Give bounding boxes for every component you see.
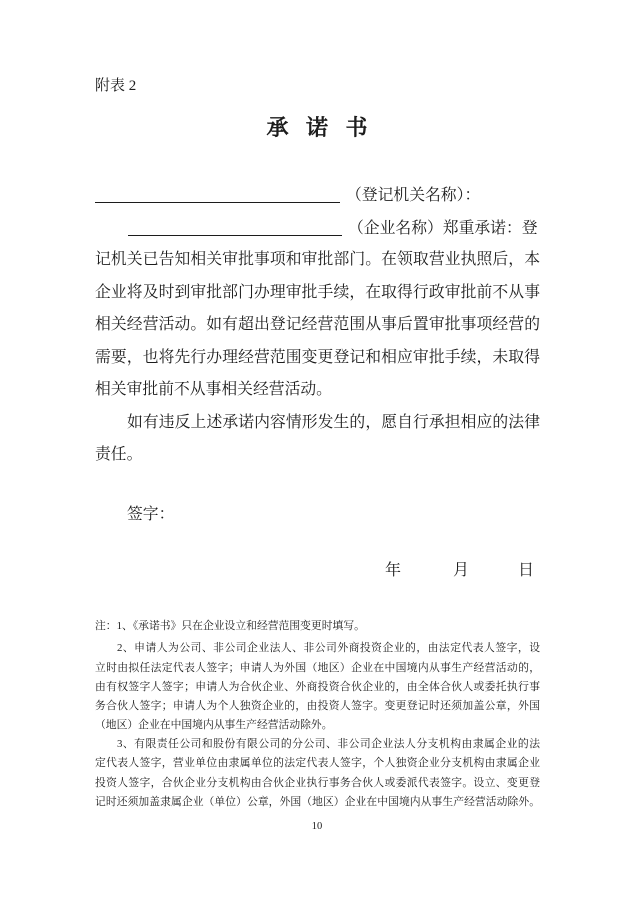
body-line: 企业将及时到审批部门办理审批手续，在取得行政审批前不从事	[95, 284, 540, 301]
body-line: 需要，也将先行办理经营范围变更登记和相应审批手续，未取得	[95, 349, 540, 366]
liability-line: 如有违反上述承诺内容情形发生的，愿自行承担相应的法律	[127, 414, 540, 431]
registration-authority-blank	[95, 185, 340, 203]
note-line: 投资人签字，合伙企业分支机构由合伙企业执行事务合伙人或委派代表签字。设立、变更登	[95, 777, 540, 789]
date-line	[95, 561, 540, 581]
note-line: 2、申请人为公司、非公司企业法人、非公司外商投资企业的，由法定代表人签字，设	[117, 642, 540, 654]
date-day-label: 日	[518, 562, 535, 579]
liability-line: 责任。	[95, 446, 143, 463]
note-line: （地区）企业在中国境内从事生产经营活动除外。	[95, 719, 333, 731]
signature-label: 签字：	[127, 506, 175, 523]
appendix-label: 附表 2	[95, 78, 137, 94]
body-line: 相关审批前不从事相关经营活动。	[95, 381, 332, 398]
registration-authority-label: （登记机关名称）：	[346, 187, 481, 204]
body-line: 记机关已告知相关审批事项和审批部门。在领取营业执照后，本	[95, 251, 540, 268]
note-line: 3、有限责任公司和股份有限公司的分公司、非公司企业法人分支机构由隶属企业的法	[117, 738, 540, 750]
body-line: 相关经营活动。如有超出登记经营范围从事后置审批事项经营的	[95, 316, 540, 333]
note-line: 注：1、《承诺书》只在企业设立和经营范围变更时填写。	[95, 620, 365, 632]
company-name-blank	[128, 218, 342, 236]
date-month-label: 月	[453, 562, 470, 579]
registration-authority-line	[95, 185, 540, 207]
page-title: 承 诺 书	[266, 115, 368, 140]
date-year-label: 年	[385, 562, 402, 579]
note-line: 立时由拟任法定代表人签字；申请人为外国（地区）企业在中国境内从事生产经营活动的，	[95, 662, 540, 674]
note-line: 务合伙人签字；申请人为个人独资企业的，由投资人签字。变更登记时还须加盖公章，外国	[95, 700, 540, 712]
company-name-label: （企业名称）郑重承诺：登	[348, 220, 538, 237]
note-line: 由有权签字人签字；申请人为合伙企业、外商投资合伙企业的，由全体合伙人或委托执行事	[95, 681, 540, 693]
note-line: 定代表人签字，营业单位由隶属单位的法定代表人签字，个人独资企业分支机构由隶属企业	[95, 757, 540, 769]
page-number: 10	[311, 821, 323, 832]
company-name-line	[95, 218, 540, 240]
note-line: 记时还须加盖隶属企业（单位）公章，外国（地区）企业在中国境内从事生产经营活动除外。	[95, 796, 540, 808]
